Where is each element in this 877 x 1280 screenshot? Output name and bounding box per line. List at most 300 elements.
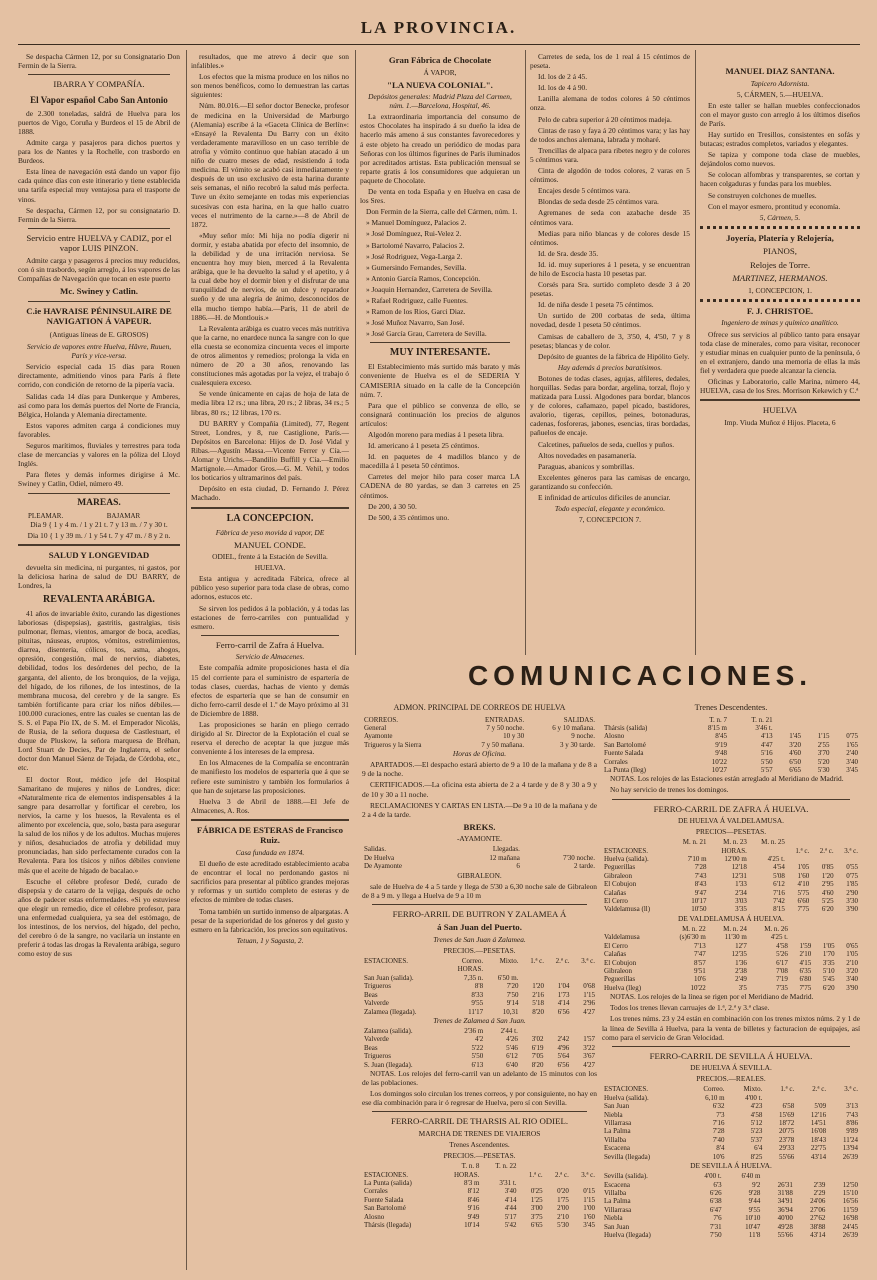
table-cell: Trigueros [364,982,391,991]
table-cell: HORAS. [721,846,747,855]
table-cell: 1.ª c. [795,846,810,855]
text-paragraph: La Revalenta arábiga es cuatro veces más nutritiva que la carne, no enardece nunca la sangre con lo que ella cuesta se economiza cincuenta veces el importe de otros alimentos y remedios; prolonga la vida en número de 20 a 30 años, renovando las constituciones más agotadas por la vejez, el trabajo ó cualesquiera exceso. [191,323,349,388]
vendor-list [360,207,520,338]
table-cell: Fuente Salada [364,1195,404,1204]
heading: Mc. Swiney y Catlin. [60,286,138,297]
table-cell: 2'34 [735,888,747,897]
table-row [362,957,597,965]
table-cell: 3.ª c. [844,1085,858,1094]
table-cell: Ayamonte [364,732,393,741]
table-cell: 10'6 [712,1152,725,1161]
text-paragraph: de 2.300 toneladas, saldrá de Huelva para los puertos de Vigo, Coruña y Burdeos el 15 de Abril de 1888. [18,108,180,136]
table-cell: 10 y 30 [503,732,525,741]
table-row [602,897,860,905]
heading: Servicio entre HUELVA y CADIZ, por el vapor LUIS PINZON. [26,232,172,254]
table-cell: Niebla [604,1214,623,1223]
table-cell: 3'20 [846,967,858,975]
address-line: 7, CONCEPCION 7. [578,515,641,525]
table-cell: La Punta (lleg) [604,765,646,774]
table-row [602,1189,860,1197]
table-cell: 3'46 t. [755,723,773,732]
text-paragraph: Excelentes géneros para las camisas de encargo, garantizando su confección. [530,472,690,491]
table-row [602,933,860,941]
table-cell: Llegadas. [492,845,520,854]
table-row [602,1231,860,1239]
text-paragraph: Id. id. muy superiores á 1 peseta, y se encuentran de hilo de Escocia hasta 10 pesetas par. [530,259,690,278]
text-line: PRECIOS.—REALES. [696,1074,766,1084]
heading: REVALENTA ARÁBIGA. [43,593,155,605]
table-cell: Alosno [364,1212,385,1221]
timetable [362,957,597,1016]
table-row [602,1085,860,1093]
table-cell: 36'94 [777,1205,793,1214]
table-cell: Beas [364,1043,378,1052]
table-cell: 1'75 [557,1195,569,1204]
text-paragraph: Núm. 80.016.—El señor doctor Benecke, profesor de medicina en la Universidad de Marburgo (Alemania) escribe á la «Gaceta Clínica de Berlín»: «Ensayé la Revalenta Du Barry con un éxito verdaderamente maravilloso en un caso terrible de atrofia y vómito continuo que habían atacado á un niño de cuatro meses de edad, resistiendo á toda medicina. El vómito se acabó casi inmediatamente y después de un uso exclusivo de esta harina durante seis semanas, el niño recobró la salud más perfecta. Tuve un éxito semejante en todas mis experiencias sucesivas con esta harina, en la que hallo cuatro veces el nutrimento de la carne.»—8 de Abril de 1872. [191,101,349,229]
heading: FERRO-CARRIL DE SEVILLA Á HUELVA. [649,1050,813,1061]
table-cell: 1'70 [822,950,835,959]
table-cell: 4'00 t. [745,1093,763,1102]
heading: HUELVA [762,405,798,416]
table-cell: 6'50 m. [497,973,519,982]
table-cell: 7'28 [712,1127,725,1136]
text-line: Trenes Ascendentes. [449,1140,510,1149]
table-cell: 29'33 [778,1144,795,1153]
table-cell [837,933,860,941]
table-row [602,950,860,958]
table-cell: 11'24 [842,1135,858,1144]
table-cell: 5'23 [750,1127,763,1136]
table-cell: 8'15 [773,905,785,914]
heading: Joyería, Platería y Relojería, [726,232,834,243]
text-paragraph: Lanilla alemana de todos colores á 50 céntimos onza. [530,94,690,113]
text-paragraph: Esta línea de navegación está dando un vapor fijo cada quince días con este itinerario y tiene establecida una tarifa especial muy ventajosa para el trasporte de vinos. [18,167,180,204]
text-paragraph: De 200, á 30 50. [368,501,417,511]
table-cell: 12'35 [731,950,747,959]
table-cell: 4'25 t. [767,855,785,864]
table-cell: 8'8 [474,982,484,991]
table-cell: Valverde [364,999,389,1008]
text-paragraph: Se despacha, Cármen 12, por su consignatario D. Fermin de la Sierra. [18,205,180,224]
table-row [602,741,860,749]
divider [28,74,170,75]
table-cell: 4'44 [504,1204,517,1213]
table-cell: 2'44 t. [500,1027,518,1035]
table-cell [571,1179,597,1187]
table-cell: 3'45 [846,765,858,774]
text-paragraph: Un surtido de 200 corbatas de seda, última novedad, desde 1 peseta 50 céntimos. [530,311,690,330]
text-paragraph: Este compañía admite proposiciones hasta el día 15 del corriente para el suministro de espartería de todas clases, cuerdas, hachas de viento y demás efectos de espartería que se han de consumir en dicho ferro-carril desde el 1.º de Mayo próximo al 31 de Diciembre de 1888. [191,663,349,718]
table-row [362,991,597,999]
table-cell [827,1172,860,1180]
italic-line: Servicio de vapores entre Huelva, Hâvre, Ruuen, París y vice-versa. [26,342,172,361]
table-cell: 9'48 [715,749,727,758]
table-cell: 5'42 [504,1221,517,1230]
heading: Gran Fábrica de Chocolate [388,55,492,65]
table-cell: 5'17 [504,1212,517,1221]
table-row [602,959,860,967]
timetable [362,1027,597,1069]
table-cell: 2'10 [799,950,812,959]
list-item: » José Domínguez, Rui-Velez 2. [366,229,462,239]
table-cell: 40'00 [777,1214,793,1223]
table-cell: 43'14 [810,1230,826,1239]
table-cell: 8'4 [716,1144,725,1153]
table-row [602,889,860,897]
table-cell: 2'29 [813,1188,826,1197]
table-row [602,1153,860,1161]
table-cell: 5'57 [760,765,773,774]
table-cell: 6'40 [506,1060,518,1069]
table-cell: 7'43 [846,1110,858,1119]
table-cell: Calañas [604,950,627,959]
table-cell: 6'40 m [741,1172,761,1181]
table-cell: 7'30 noche. [563,853,595,862]
text-paragraph: sale de Huelva de 4 a 5 tarde y llega de 5'30 a 6,30 noche sale de Gibraleon de 8 a 9 m. y llega a Huelva de 9 a 10 m [362,881,597,900]
table-cell: 3'22 [583,1043,595,1052]
table-cell: 5'30 [817,765,830,774]
table-row [602,847,860,855]
table-cell: 8'86 [846,1119,858,1127]
table-cell: Villalba [604,1188,627,1197]
timetable [602,1085,860,1161]
text-paragraph: CERTIFICADOS.—La oficina esta abierta de 2 a 4 tarde y de 8 y 30 a 9 y de 10 y 30 a 11 noche. [362,780,597,799]
table-cell: 4'15 [799,958,812,967]
heading: LA CONCEPCION. [226,512,314,524]
heading: SALUD Y LONGEVIDAD [48,550,150,561]
table-row [362,1213,597,1221]
text-paragraph: Todos los trenes llevan carruajes de 1.ª, 2.ª y 3.ª clase. [610,1003,770,1013]
divider [191,507,349,509]
table-row [602,749,860,757]
heading: MUY INTERESANTE. [389,347,491,359]
table-cell [831,724,860,732]
table-cell [481,1171,518,1179]
address-line: 1, CONCEPCION, 1. [748,285,812,295]
table-cell: 6'65 [789,765,802,774]
table-cell: 7'19 [776,975,788,984]
table-cell: 15'69 [778,1110,795,1119]
table-cell: 3'90 [846,983,858,992]
table-cell: 0'25 [530,1187,543,1196]
table-cell: 1'04 [557,982,570,991]
table-cell: Trigueros y la Sierra [364,740,422,749]
italic-line: Trenes de Zalamea á San Juan. [433,1015,526,1025]
table-cell: Huelva (llegada) [604,1230,651,1239]
table-cell: ESTACIONES. [364,957,408,966]
table-cell: Thársis (llegada) [364,1221,412,1230]
table-cell: 6'32 [712,1102,725,1111]
table-row [362,999,597,1007]
text-paragraph: Depósito en esta ciudad, D. Fernando J. Pérez Machado. [191,484,349,503]
italic-line: Tapicero Adornista. [750,78,810,88]
table-cell: De Ayamonte [364,862,403,871]
table-cell: 7'42 [773,897,785,906]
table-row [362,1008,597,1016]
table-cell: T. n. 7 [709,715,727,724]
heading: IBARRA Y COMPAÑÍA. [53,79,145,90]
table-row [602,766,860,774]
table-cell: 8'46 [467,1195,480,1204]
table-cell: San Juan [604,1222,630,1231]
table-cell: 6'47 [709,1205,722,1214]
table-cell: 2'96 [583,999,595,1008]
table-cell [485,965,520,973]
table-cell: 4'27 [583,1060,595,1069]
table-cell: Escacena [604,1144,631,1153]
table-cell: 5'09 [814,1102,827,1111]
table-cell: Gibraleon [604,871,632,880]
table-cell: 12'00 m [724,855,747,864]
table-cell: 1'73 [557,990,570,999]
text-paragraph: Se vende únicamente en cajas de hoja de lata de media libra 12 rs.; una libra, 20 rs.; 2 libras, 34 rs.; 5 libras, 80 rs.; 12 libras, 170 rs. [191,389,349,417]
table-cell: 7,35 n. [463,973,484,982]
table-cell [775,716,803,724]
table-cell [571,974,597,982]
text-paragraph: Cinta de algodón de todos colores, 2 varas en 5 céntimos. [530,166,690,185]
table-cell [546,974,571,982]
text-paragraph: E infinidad de artículos difíciles de anunciar. [538,493,671,503]
masthead: LA PROVINCIA. [360,18,517,37]
table-cell: Peguerillas [604,975,636,984]
text-paragraph: devuelta sin medicina, ni purgantes, ni gastos, por la deliciosa harina de salud de DU BARRY, de Londres, la [18,562,180,590]
table-cell: 7 y 50 noche. [486,723,525,732]
table-cell [787,838,811,846]
table-cell [775,724,803,732]
table-cell: 9'28 [748,1188,761,1197]
list-item: » Bartolomé Navarro, Palacios 2. [366,240,465,250]
table-cell: 4'58 [750,1110,763,1119]
table-row [602,1102,860,1110]
table-cell: 6 [516,862,520,871]
imprint-line: Imp. Viuda Muñoz é Hijos. Placeta, 6 [724,417,836,427]
table-row [362,1044,597,1052]
timetable [602,838,860,914]
table-cell: 9'2 [752,1180,761,1189]
table-cell: 16'08 [810,1127,827,1136]
table-cell [828,1094,860,1102]
text-paragraph: La extraordinaria importancia del consumo de estos Chocolates ha inspirado á su dueño la idea de hacerlo más ameno á sus constantes favorecedores y á este objeto ha creado un periódico de modas para Señoras con los últimos figurines de París iluminados por acreditados artistas. Esta publicación mensual se reparte gratis á los consumidores que adquieran un paquete de Chocolate. [360,112,520,185]
table-cell: 3'70 [817,749,830,758]
table-cell: 11'17 [468,1007,484,1016]
table-row [602,1223,860,1231]
table-cell: Thársis (salida) [604,723,648,732]
table-cell: Huelva (salida). [604,855,649,864]
table-cell [545,1179,571,1187]
column-2 [191,52,349,1274]
table-cell: 6'35 [799,967,812,975]
table-cell: 2'39 [813,1180,826,1189]
table-cell: M. n. 23 [723,838,747,847]
table-cell: 9'47 [694,888,707,897]
table-cell: Mixto. [499,957,519,966]
text-line: PRECIOS.—PESETAS. [443,945,516,955]
address-line: 5, CÁRMEN, 5.—HUELVA. [736,89,824,99]
heading: Relojes de Torre. [749,259,811,270]
table-cell: 26'31 [777,1180,793,1189]
heading: PIANOS, [763,246,797,257]
table-cell: 10'50 [691,905,707,914]
table-row [602,975,860,983]
table-cell: 6'19 [531,1043,544,1052]
text-paragraph: Admite carga y pasageros á precios muy reducidos, con ó sin trasbordo, según arreglo, á los vapores de las Compañías de Navegación que tocan en este puerto [18,255,180,283]
table-cell: 4'23 [750,1102,763,1111]
table-row [602,942,860,950]
column-divider [525,50,526,655]
text-paragraph: Se colocan alfombras y transparentes, se cortan y hacen colgaduras y fundas para los muebles. [700,170,860,189]
text-paragraph: Hay surtido en Tresillos, consistentes en sofás y butacas; estrados completos, variados y elegantes. [700,129,860,149]
table-cell: 4'54 [773,863,785,872]
text-paragraph: De venta en toda España y en Huelva en casa de los Sres. [360,187,520,206]
table-row [602,880,860,888]
table-row [362,1035,597,1043]
text-paragraph: Id. de niña desde 1 peseta 75 céntimos. [538,300,654,310]
table-row [362,1187,597,1195]
table-cell: 2.ª c. [555,957,570,966]
text-paragraph: Agremanes de seda con azabache desde 35 céntimos vara. [530,208,690,227]
table-row [362,1171,597,1179]
list-item: » José García Grau, Carretera de Sevilla. [366,329,487,339]
text-line: PRECIOS—PESETAS. [695,827,767,837]
text-paragraph: Id. en paquetes de 4 madillos blanco y de macedilla á 1 peseta 50 céntimos. [360,452,520,471]
text-paragraph: Corsés para Sra. surtido completo desde 3 á 20 pesetas. [530,280,690,299]
divider [201,635,339,636]
table-cell: ESTACIONES. [604,846,648,855]
table-row [362,1221,597,1229]
table-cell: ESTACIONES. [604,1085,648,1094]
table-cell: 4'27 [583,1007,595,1016]
table-cell: 7'08 [776,967,788,975]
italic-line: Todo especial, elegante y económico. [554,504,666,514]
column-divider [695,50,696,655]
heading: BREKS. [463,821,496,832]
table-cell: 6'12 [506,1052,518,1061]
table-cell [571,1027,597,1035]
table-cell: 8'45 [715,732,727,741]
table-cell: 10'6 [694,975,706,984]
table-cell: 7'16 [773,888,785,897]
divider [28,493,170,494]
text-paragraph: Oficinas y Laboratorio, calle Marina, número 44, HUELVA, casa de los Sres. Morrison Kekewich y C.ª [700,376,860,396]
ornament-border [700,226,860,229]
table-cell: 1'59 [799,941,812,950]
table-cell: 16'98 [842,1214,858,1223]
table-cell: San Juan [604,1102,630,1111]
text-paragraph: «Muy señor mío: Mi hija no podía digerir ni dormir, y estaba abatida por efecto del insomnio, de la debilidad y de una irritación nerviosa. Se encuentra hoy muy bien, merced á la Revalenta arábiga, que le ha devuelto la salud y el apetito, y á la cual debe hoy el dormir bien y el disfrutar de una tranquilidad de nervios, de un dulce y reparador sueño y de una alegría de ánimo, desconocidos de ella mucho tiempo había.—París, 11 de abril de 1886.—H. de Montlouis.» [191,230,349,322]
table-cell: Corrales [364,1187,388,1196]
table-cell: 3'03 [735,897,747,906]
table-cell: Zalamea (salida). [364,1027,413,1035]
table-cell: 7'75 [799,983,812,992]
table-cell: 3'40 [504,1187,517,1196]
table-cell: 3'90 [846,905,858,914]
text-paragraph: Cintas de raso y faya á 20 céntimos vara; y las hay de todos anchos alemana, labrada y moharé. [530,125,690,144]
list-item: » Manuel Domínguez, Palacios 2. [366,218,467,228]
table-cell: Valdelamusa [604,933,640,942]
text-line: ODIEL, frente á la Estación de Sevilla. [212,552,328,562]
table-cell: 7'47 [694,950,706,959]
tides-table [18,512,180,520]
table-cell: 2'55 [817,740,830,749]
transport-right-block [602,700,860,1275]
table-row [362,845,597,853]
table-cell: 1'05 [797,863,810,872]
text-paragraph: Carretes del mejor hilo para coser marca LA CADENA de 80 yardas, se dan 3 carretes en 25 céntimos. [360,472,520,500]
table-cell: 3'5 [738,983,747,992]
table-cell: 0'20 [557,1187,569,1196]
table-cell: 43'14 [810,1152,827,1161]
table-cell: Villalba [604,1135,627,1144]
table-cell: 5'50 [471,1052,484,1061]
table-cell: 7'31 [709,1222,722,1231]
table-cell: 1'05 [846,950,858,959]
table-cell: 3'45 [583,1221,595,1230]
table-cell: Fuente Salada [604,749,644,758]
table-row [602,758,860,766]
text-paragraph: resultados, que me atrevo á decir que son infalibles.» [191,52,349,71]
text-paragraph: Las proposiciones se harán en pliego cerrado dirigido al Sr. Director de la Explotación el cual se reserva el derecho de aceptar la que juzgue más conveniente á los intereses de la empresa. [191,720,349,757]
table-cell: 3.ª c. [581,957,595,966]
text-paragraph: Se construyen colchones de muelles. [708,190,817,200]
table-cell: 6'56 [557,1007,570,1016]
table-cell: 7'50 [506,990,519,999]
table-cell: 5'16 [760,749,773,758]
table-cell: 7'6 [713,1214,722,1223]
table-cell: 10'27 [711,765,727,774]
table-cell: 7'75 [797,905,810,914]
table-row [362,854,597,862]
table-cell [602,716,688,724]
table-cell: 5'50 [760,757,773,766]
table-cell: 5'22 [471,1043,484,1052]
table-cell [790,925,813,933]
table-cell: Villarrasa [604,1205,632,1214]
table-cell: 6'56 [557,1060,570,1069]
table-row [362,716,597,724]
table-cell: 4'2 [474,1035,484,1044]
table-cell: 8'25 [750,1152,763,1161]
table-cell: Villarrasa [604,1119,632,1127]
table-cell: 1'85 [846,880,858,889]
text-paragraph: Los efectos que la misma produce en los niños no son menos benéficos, como lo demuestran las cartas siguientes: [191,72,349,100]
table-cell: 2.ª c. [812,1085,827,1094]
table-cell: 5'64 [557,1052,570,1061]
table-cell: 3.ª c. [581,1170,595,1179]
table-cell: 1.ª c. [780,1085,795,1094]
table-row [362,982,597,990]
table-cell [521,974,546,982]
table-cell [762,1172,795,1180]
text-paragraph: Carretes de seda, los de 1 real á 15 céntimos de peseta. [530,52,690,71]
text-line: DE VALDELAMUSA Á HUELVA. [677,913,785,923]
table-cell: M. n. 24 [723,924,747,933]
table-cell [836,855,860,863]
table-cell: 4'96 [557,1043,570,1052]
timetable [602,716,860,775]
table-cell: 0'68 [583,982,595,991]
table-cell: 9'55 [748,1205,761,1214]
table-cell: 18'72 [778,1119,795,1127]
table-cell: 2.ª c. [819,846,834,855]
table-row: Dia 10 { 1 y 39 m. / 1 y 54 t. 7 y 47 m. / 8 y 2 n. [27,531,171,540]
table-row [602,1144,860,1152]
table-cell: 9'14 [506,999,519,1008]
table-cell [796,1094,828,1102]
table-row [362,724,597,732]
text-paragraph: Algodón moreno para medias á 1 peseta libra. [368,430,504,439]
text-paragraph: Botones de todas clases, agujas, alfileres, dedales, horquillas. Sedas para bordar, argelina, torzal, flojo y matizada para Lussi. Algodones para bordar, blancos y de colores, cañamazo, papel picado, bastidores, avalorio, tigeras, cepillos, peines, botonaduras, cadenas, fosforeras, jabones, esencias, tiras bordadas, pañuelos de encaje. [530,373,690,438]
text-paragraph: Se sirven los pedidos á la población, y á todas las estaciones de ferro-carriles con puntualidad y esmero. [191,603,349,631]
